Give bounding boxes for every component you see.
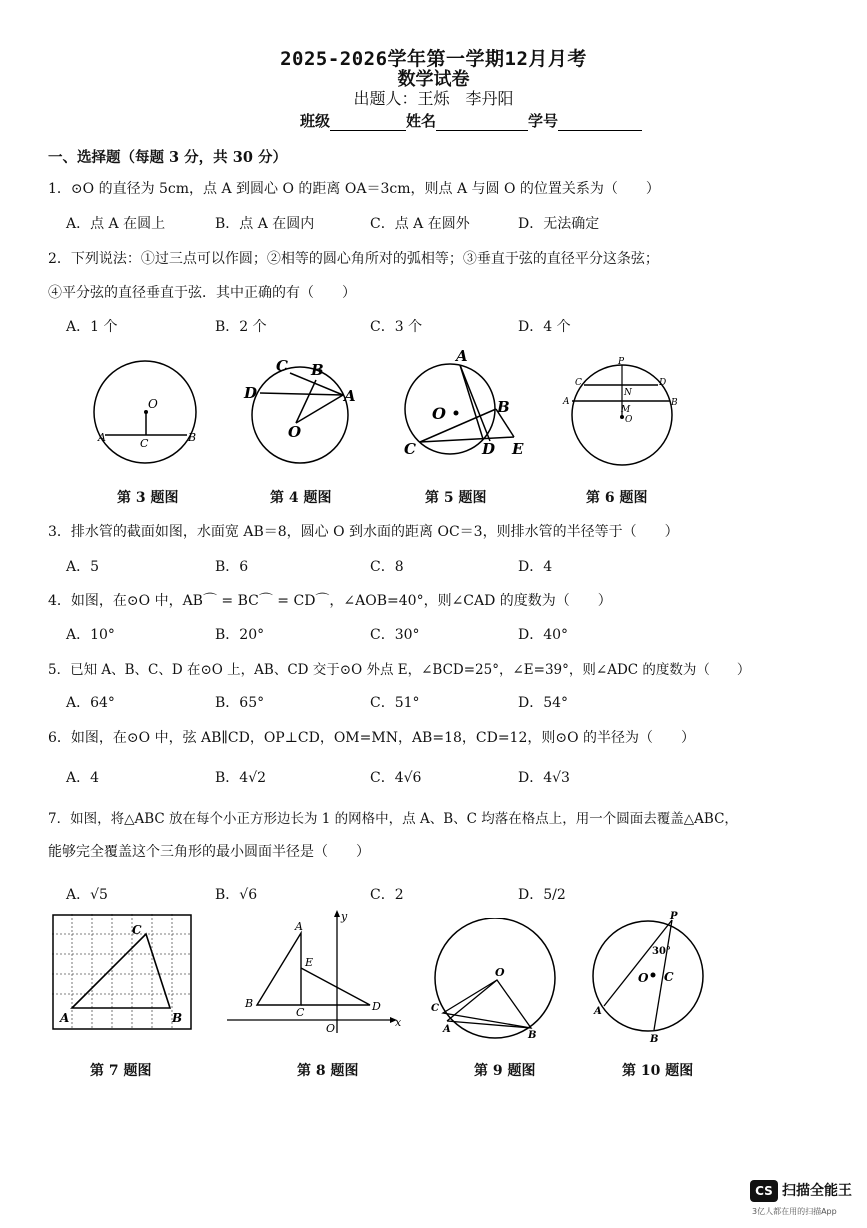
fig6-label-c: C xyxy=(575,378,582,388)
fig3-label-a: A xyxy=(98,431,106,444)
fig7-label-c: C xyxy=(132,923,142,937)
figure-5 xyxy=(398,347,538,462)
q5-option-a[interactable]: A．64° xyxy=(66,695,115,711)
fig10-center-dot xyxy=(651,973,656,978)
fig9-oa xyxy=(447,980,497,1021)
q4-option-c[interactable]: C．30° xyxy=(370,627,420,643)
q1-option-c[interactable]: C．点 A 在圆外 xyxy=(370,216,470,232)
question-2-text: 2．下列说法：①过三点可以作圆；②相等的圆心角所对的弧相等；③垂直于弦的直径平分这条弦； xyxy=(48,251,659,267)
question-2-text-line2: ④平分弦的直径垂直于弦．其中正确的有（ ） xyxy=(48,285,356,301)
fig3-label-c: C xyxy=(140,437,149,450)
fig6-label-d: D xyxy=(659,378,667,388)
q2-option-d[interactable]: D．4 个 xyxy=(518,319,571,335)
q6-option-c[interactable]: C．4√6 xyxy=(370,770,422,786)
q6-option-a[interactable]: A．4 xyxy=(66,770,100,786)
question-1-text: 1．⊙O 的直径为 5cm，点 A 到圆心 O 的距离 OA＝3cm，则点 A 与圆 O 的位置关系为（ ） xyxy=(48,181,660,197)
fig4-label-b: B xyxy=(311,361,324,379)
fig9-label-o: O xyxy=(495,966,505,979)
q3-option-a[interactable]: A．5 xyxy=(66,559,100,575)
caption-fig-9: 第 9 题图 xyxy=(474,1063,536,1079)
fig4-label-a: A xyxy=(344,387,356,405)
q2-option-b[interactable]: B．2 个 xyxy=(215,319,267,335)
q2-option-c[interactable]: C．3 个 xyxy=(370,319,423,335)
q7-option-b[interactable]: B．√6 xyxy=(215,887,258,903)
caption-fig-10: 第 10 题图 xyxy=(622,1063,694,1079)
q5-option-d[interactable]: D．54° xyxy=(518,695,569,711)
fig6-label-p: P xyxy=(618,357,625,367)
exam-subtitle: 数学试卷 xyxy=(397,69,470,90)
fig7-label-b: B xyxy=(172,1011,183,1025)
figure-10 xyxy=(588,910,718,1045)
student-info-line xyxy=(300,110,642,131)
fig8-label-o: O xyxy=(326,1022,336,1035)
fig8-label-c: C xyxy=(296,1006,305,1019)
caption-fig-7: 第 7 题图 xyxy=(90,1063,152,1079)
fig3-label-b: B xyxy=(188,431,197,444)
caption-fig-5: 第 5 题图 xyxy=(425,490,487,506)
fig8-y-arrow xyxy=(334,910,340,917)
fig5-ae xyxy=(460,365,490,441)
question-7-text-line2: 能够完全覆盖这个三角形的最小圆面半径是（ ） xyxy=(48,844,370,860)
q6-option-d[interactable]: D．4√3 xyxy=(518,770,570,786)
fig8-label-a: A xyxy=(295,920,303,933)
fig5-label-o: O xyxy=(432,404,446,423)
q4-option-a[interactable]: A．10° xyxy=(66,627,115,643)
fig8-label-b: B xyxy=(245,997,254,1010)
fig6-center-dot xyxy=(620,415,624,419)
figure-7 xyxy=(52,914,197,1034)
fig10-label-c: C xyxy=(664,970,674,984)
fig10-label-a: A xyxy=(594,1006,602,1017)
fig4-label-o: O xyxy=(288,423,302,441)
figure-4 xyxy=(238,355,368,470)
fig3-label-o: O xyxy=(148,397,158,411)
q3-option-d[interactable]: D．4 xyxy=(518,559,553,575)
exam-title: 2025-2026学年第一学期12月月考 xyxy=(280,48,587,70)
q3-option-c[interactable]: C．8 xyxy=(370,559,404,575)
fig10-label-p: P xyxy=(670,911,678,922)
caption-fig-3: 第 3 题图 xyxy=(117,490,179,506)
fig10-label-b: B xyxy=(650,1034,659,1045)
fig9-label-c: C xyxy=(431,1003,439,1014)
fig7-label-a: A xyxy=(60,1011,70,1025)
name-blank[interactable] xyxy=(436,116,528,131)
fig8-label-e: E xyxy=(305,956,314,969)
id-blank[interactable] xyxy=(558,116,642,131)
scanner-app-name: 扫描全能王 xyxy=(782,1183,852,1199)
figure-3 xyxy=(80,355,210,470)
q6-option-b[interactable]: B．4√2 xyxy=(215,770,267,786)
fig7-triangle xyxy=(72,934,170,1008)
fig8-label-y: y xyxy=(341,910,348,923)
class-blank[interactable] xyxy=(330,116,406,131)
fig5-label-a: A xyxy=(456,347,468,365)
figure-6 xyxy=(558,355,688,470)
q1-option-b[interactable]: B．点 A 在圆内 xyxy=(215,216,315,232)
caption-fig-8: 第 8 题图 xyxy=(297,1063,359,1079)
fig10-label-angle: 30° xyxy=(652,946,671,957)
fig6-label-m: M xyxy=(621,405,631,415)
fig8-label-x: x xyxy=(395,1016,402,1029)
q7-option-d[interactable]: D．5/2 xyxy=(518,887,566,903)
question-5-text: 5．已知 A、B、C、D 在⊙O 上，AB、CD 交于⊙O 外点 E，∠BCD=25°，∠E=39°，则∠ADC 的度数为（ ） xyxy=(48,662,751,678)
fig5-label-e: E xyxy=(512,440,524,458)
question-setter: 出题人：王烁 李丹阳 xyxy=(353,89,514,108)
figure-8 xyxy=(225,908,405,1038)
class-label: 班级 xyxy=(300,112,331,130)
fig10-label-o: O xyxy=(638,971,649,985)
q5-option-b[interactable]: B．65° xyxy=(215,695,265,711)
q2-option-a[interactable]: A．1 个 xyxy=(66,319,118,335)
fig6-label-b: B xyxy=(671,398,678,408)
scanner-logo-icon: CS xyxy=(750,1180,778,1202)
fig9-triangle-ocb xyxy=(443,980,531,1028)
q4-option-d[interactable]: D．40° xyxy=(518,627,569,643)
fig6-label-n: N xyxy=(624,388,632,398)
question-3-text: 3．排水管的截面如图，水面宽 AB＝8，圆心 O 到水面的距离 OC＝3，则排水管的半径等于（ ） xyxy=(48,524,679,540)
q4-option-b[interactable]: B．20° xyxy=(215,627,265,643)
fig5-label-d: D xyxy=(482,440,496,458)
fig9-label-a: A xyxy=(443,1024,451,1035)
q5-option-c[interactable]: C．51° xyxy=(370,695,420,711)
scanner-app-tagline: 3亿人都在用的扫描App xyxy=(752,1207,837,1216)
fig5-ad xyxy=(460,365,483,439)
caption-fig-6: 第 6 题图 xyxy=(586,490,648,506)
q7-option-c[interactable]: C．2 xyxy=(370,887,404,903)
fig9-label-b: B xyxy=(528,1030,537,1041)
fig6-label-o: O xyxy=(625,415,633,425)
q1-option-a[interactable]: A．点 A 在圆上 xyxy=(66,216,166,232)
fig5-center-dot xyxy=(454,411,459,416)
caption-fig-4: 第 4 题图 xyxy=(270,490,332,506)
fig4-label-c: C xyxy=(276,357,288,375)
name-label: 姓名 xyxy=(406,112,437,130)
q7-option-a[interactable]: A．√5 xyxy=(66,887,108,903)
fig5-label-c: C xyxy=(404,440,416,458)
fig5-label-b: B xyxy=(497,398,510,416)
figure-9 xyxy=(425,918,565,1043)
q3-option-b[interactable]: B．6 xyxy=(215,559,249,575)
question-6-text: 6．如图，在⊙O 中，弦 AB∥CD，OP⊥CD，OM=MN，AB=18，CD=12，则⊙O 的半径为（ ） xyxy=(48,730,696,746)
fig4-label-d: D xyxy=(244,384,258,402)
q1-option-d[interactable]: D．无法确定 xyxy=(518,216,600,232)
fig6-label-a: A xyxy=(563,397,570,407)
fig5-ce xyxy=(420,437,514,442)
fig4-ad xyxy=(260,393,343,395)
fig8-label-d: D xyxy=(372,1000,381,1013)
question-4-text: 4．如图，在⊙O 中，AB⌒ = BC⌒ = CD⌒，∠AOB=40°，则∠CAD 的度数为（ ） xyxy=(48,593,612,609)
fig7-grid xyxy=(52,914,192,1030)
fig7-border xyxy=(53,915,191,1029)
question-7-text: 7．如图，将△ABC 放在每个小正方形边长为 1 的网格中，点 A、B、C 均落在格点上，用一个圆面去覆盖△ABC， xyxy=(48,811,738,827)
id-label: 学号 xyxy=(528,112,559,130)
fig8-triangle-abc xyxy=(257,933,301,1005)
fig8-triangle-ecd xyxy=(301,968,370,1005)
section-choice-title: 一、选择题（每题 3 分，共 30 分） xyxy=(48,149,287,166)
